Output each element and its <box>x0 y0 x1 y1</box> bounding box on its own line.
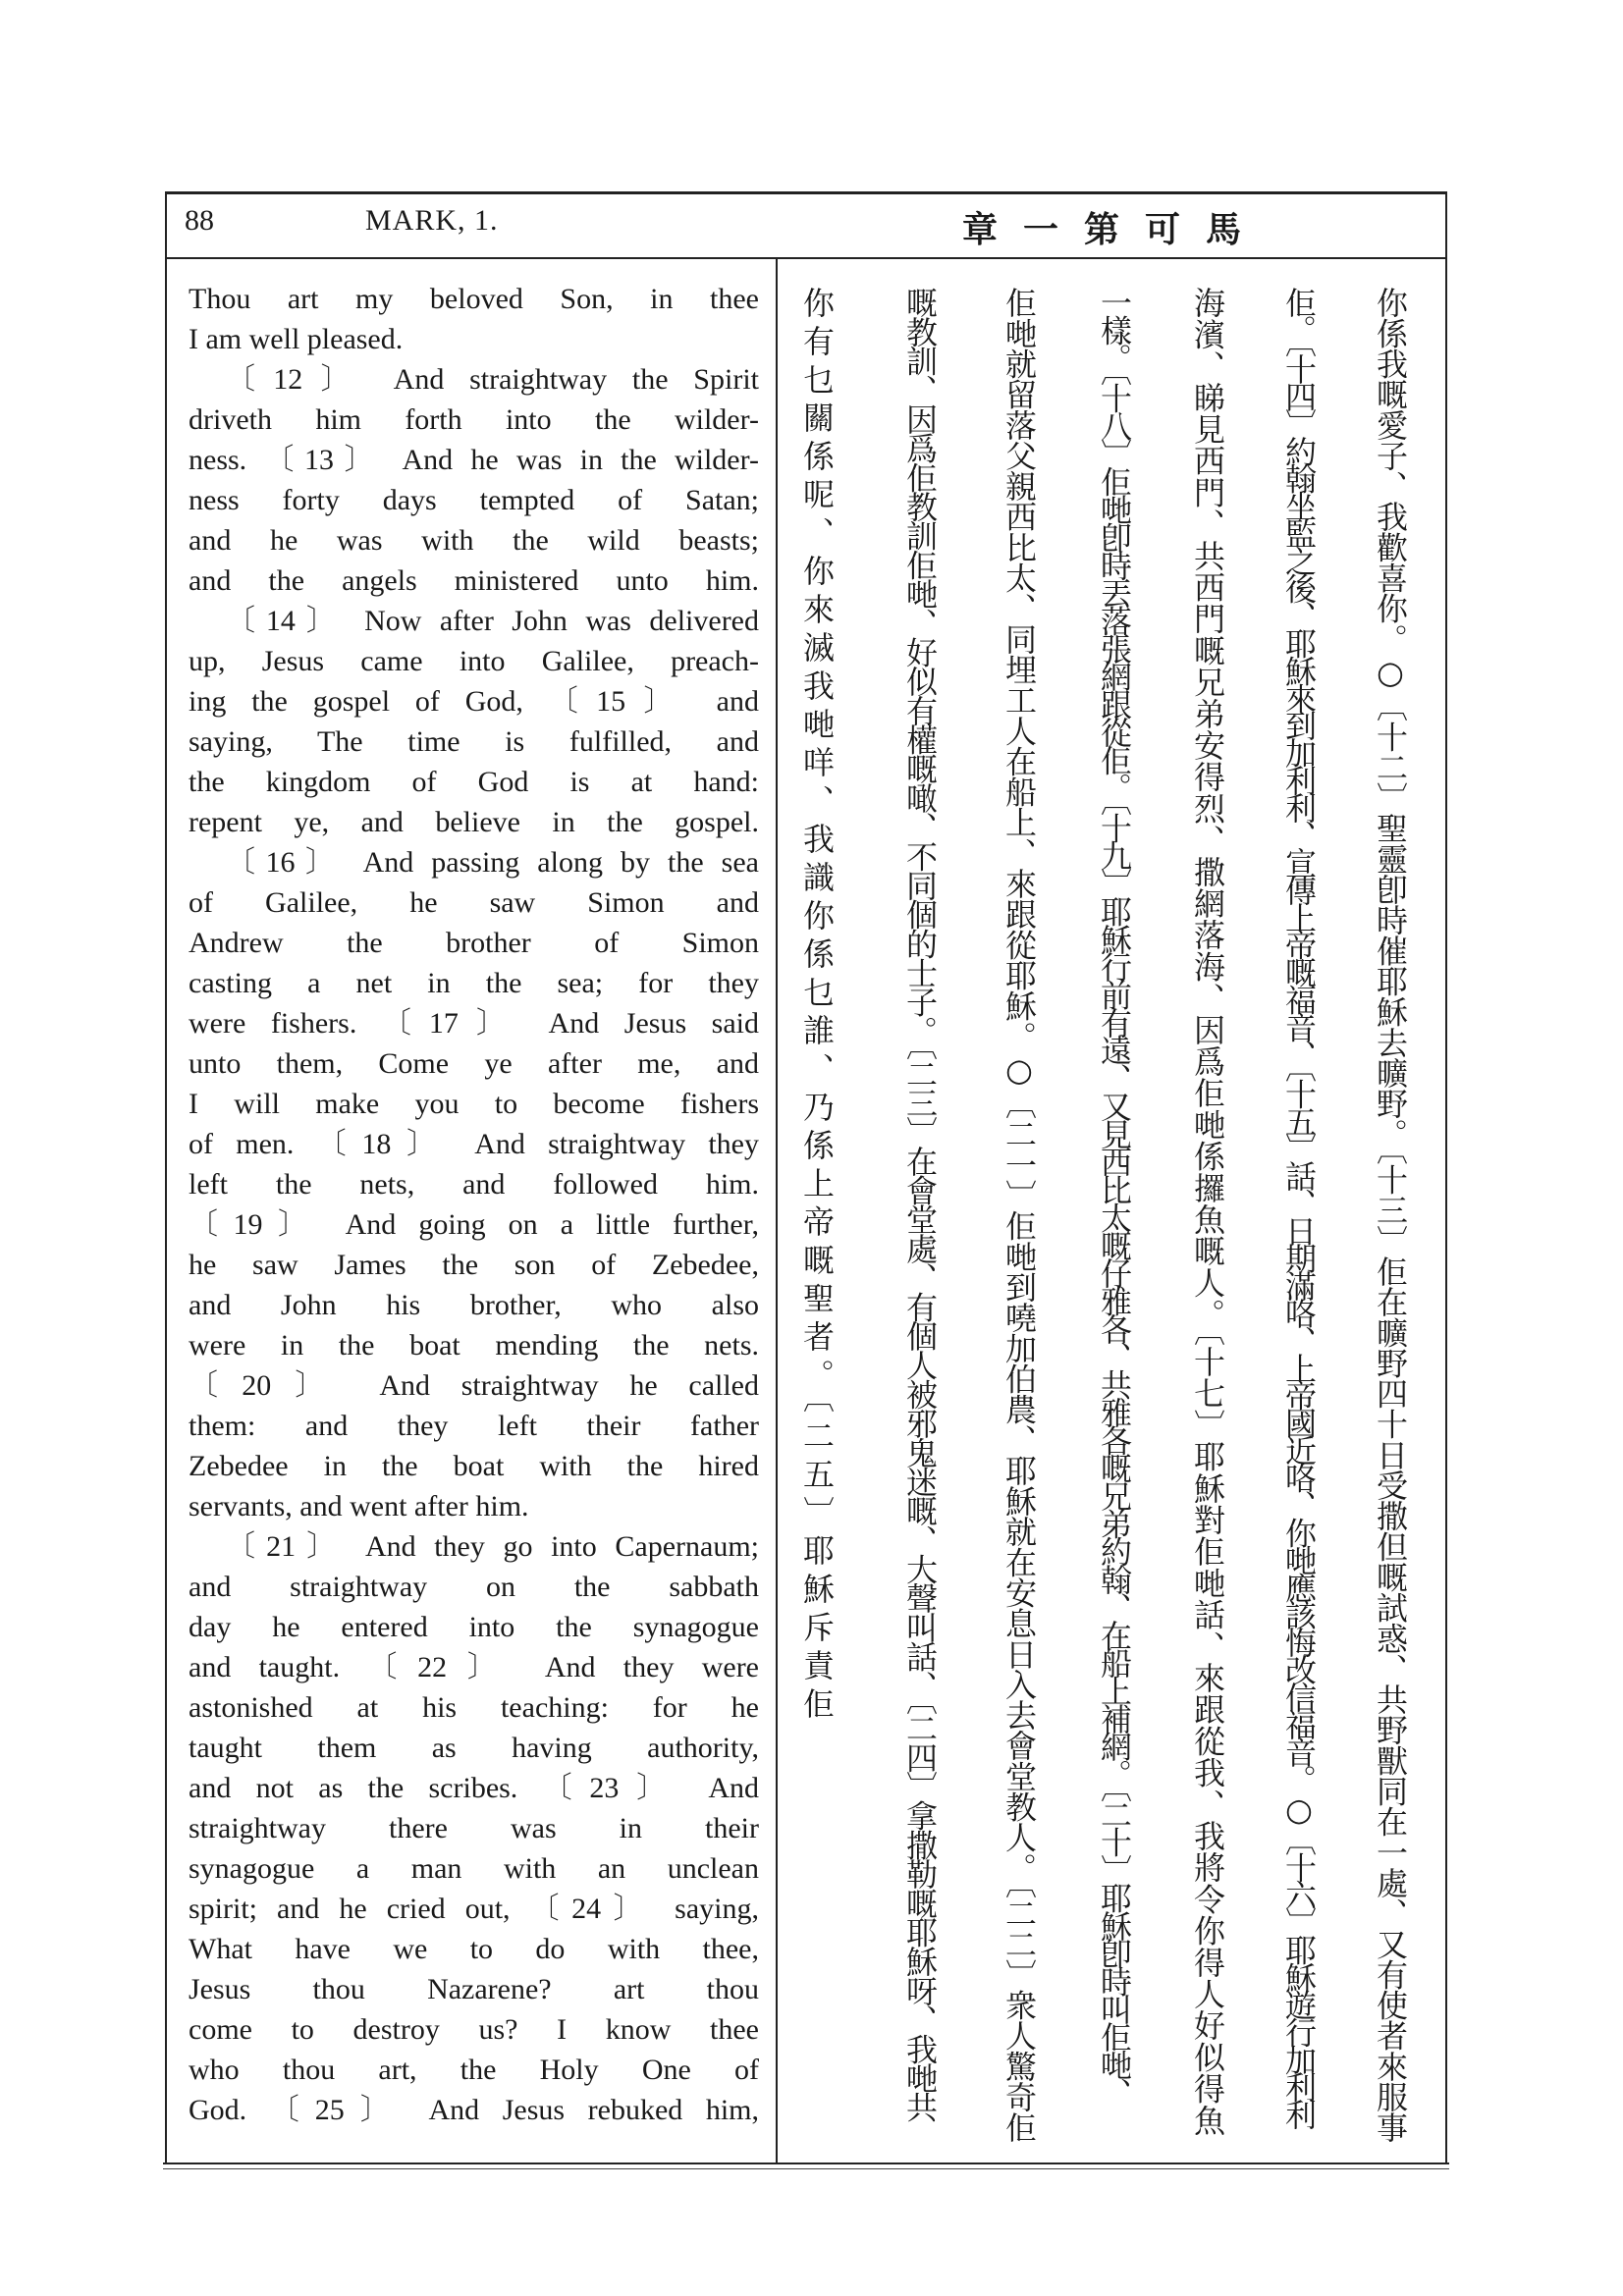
english-line: Andrew the brother of Simon <box>189 927 759 959</box>
english-line: astonished at his teaching: for he <box>189 1691 759 1724</box>
english-line: Zebedee in the boat with the hired <box>189 1450 759 1482</box>
english-line: come to destroy us? I know thee <box>189 2013 759 2046</box>
english-line: and John his brother, who also <box>189 1289 759 1321</box>
chinese-running-title: 章一第可馬 <box>962 209 1268 250</box>
english-line: synagogue a man with an unclean <box>189 1852 759 1885</box>
english-line: God. 〔25〕 And Jesus rebuked him, <box>189 2094 759 2126</box>
english-line: What have we to do with thee, <box>189 1933 759 1965</box>
english-line: were fishers. 〔17〕 And Jesus said <box>189 1007 759 1040</box>
english-line: I am well pleased. <box>189 323 404 355</box>
english-line: and he was with the wild beasts; <box>189 524 759 557</box>
english-line: of Galilee, he saw Simon and <box>189 886 759 919</box>
english-line: he saw James the son of Zebedee, <box>189 1249 759 1281</box>
english-line: taught them as having authority, <box>189 1732 759 1764</box>
english-line: ness forty days tempted of Satan; <box>189 484 759 516</box>
english-line: casting a net in the sea; for they <box>189 967 759 999</box>
english-text <box>189 279 759 2130</box>
chinese-column: 佢哋就留落父親西比太、同埋工人在船上、來跟從耶穌。○〔二一〕佢哋到嘵加伯農、耶穌就在安息日入去會堂教人。〔二二〕衆人驚奇佢 <box>1001 287 1038 2143</box>
english-line: and not as the scribes. 〔23〕 And <box>189 1772 759 1804</box>
english-line: repent ye, and believe in the gospel. <box>189 806 759 838</box>
header-bottom-rule <box>165 257 1447 259</box>
english-line: and taught. 〔22〕 And they were <box>189 1651 759 1683</box>
chinese-column: 你有乜關係呢、你來滅我哋咩、我識你係乜誰、乃係上帝嘅聖者。〔二五〕耶穌斥責佢 <box>798 287 836 1726</box>
column-divider <box>776 257 778 2163</box>
english-line: driveth him forth into the wilder- <box>189 403 759 436</box>
english-line: I will make you to become fishers <box>189 1088 759 1120</box>
bottom-rule <box>163 2163 1449 2164</box>
english-line: were in the boat mending the nets. <box>189 1329 759 1362</box>
english-line: ness. 〔13〕 And he was in the wilder- <box>189 444 759 476</box>
english-line: the kingdom of God is at hand: <box>189 766 759 798</box>
bottom-rule-thin <box>163 2168 1449 2169</box>
chinese-column: 海濱、睇見西門、共西門嘅兄弟安得烈、撒網落海、因爲佢哋係攞魚嘅人。〔十七〕耶穌對佢哋話、來跟從我、我將令你得人好似得魚 <box>1189 287 1226 2136</box>
english-line: ing the gospel of God, 〔15〕 and <box>189 685 759 718</box>
english-line: left the nets, and followed him. <box>189 1168 759 1201</box>
chinese-column: 嘅教訓、因爲佢教訓佢哋、好似有權嘅噉、不同個的士子。〔二三〕在會堂處、有個人被邪鬼迷嘅、大聲叫話、〔二四〕拿撒勒嘅耶穌呀、我哋共 <box>901 287 939 2121</box>
english-line: and the angels ministered unto him. <box>189 564 759 597</box>
english-running-title: MARK, 1. <box>365 204 499 237</box>
english-line: 〔19〕 And going on a little further, <box>189 1208 759 1241</box>
english-line: spirit; and he cried out, 〔24〕 saying, <box>189 1893 759 1925</box>
english-line: Jesus thou Nazarene? art thou <box>189 1973 759 2005</box>
english-line: Thou art my beloved Son, in thee <box>189 283 759 315</box>
english-line: 〔12〕 And straightway the Spirit <box>226 363 759 396</box>
english-line: who thou art, the Holy One of <box>189 2054 759 2086</box>
english-line: 〔21〕 And they go into Capernaum; <box>226 1530 759 1563</box>
english-line: 〔20〕 And straightway he called <box>189 1369 759 1402</box>
english-line: day he entered into the synagogue <box>189 1611 759 1643</box>
english-line: up, Jesus came into Galilee, preach- <box>189 645 759 677</box>
english-line: servants, and went after him. <box>189 1490 529 1522</box>
english-line: of men. 〔18〕 And straightway they <box>189 1128 759 1160</box>
chinese-column: 佢。〔十四〕約翰坐監之後、耶穌來到加利利、宣傳上帝嘅福音、〔十五〕話、日期滿咯、上帝國近咯、你哋應該悔改信福音。○〔十六〕耶穌遊行加利利 <box>1280 287 1318 2126</box>
english-line: 〔16〕 And passing along by the sea <box>226 846 759 879</box>
english-line: straightway there was in their <box>189 1812 759 1844</box>
page-number: 88 <box>185 204 214 237</box>
english-line: 〔14〕 Now after John was delivered <box>226 605 759 637</box>
chinese-column: 你係我嘅愛子、我歡喜你。○〔十二〕聖靈卽時催耶穌去曠野。〔十三〕佢在曠野四十日受撒但嘅試惑、共野獸同在一處、又有使者來服事 <box>1372 287 1409 2143</box>
english-line: unto them, Come ye after me, and <box>189 1047 759 1080</box>
english-line: them: and they left their father <box>189 1410 759 1442</box>
chinese-column: 一樣。〔十八〕佢哋卽時丟落張網跟從佢。〔十九〕耶穌行前有遠、又見西比太嘅仔雅各、共雅各嘅兄弟約翰、在船上補網。〔二十〕耶穌卽時叫佢哋、 <box>1096 287 1133 2106</box>
english-line: and straightway on the sabbath <box>189 1571 759 1603</box>
english-line: saying, The time is fulfilled, and <box>189 725 759 758</box>
